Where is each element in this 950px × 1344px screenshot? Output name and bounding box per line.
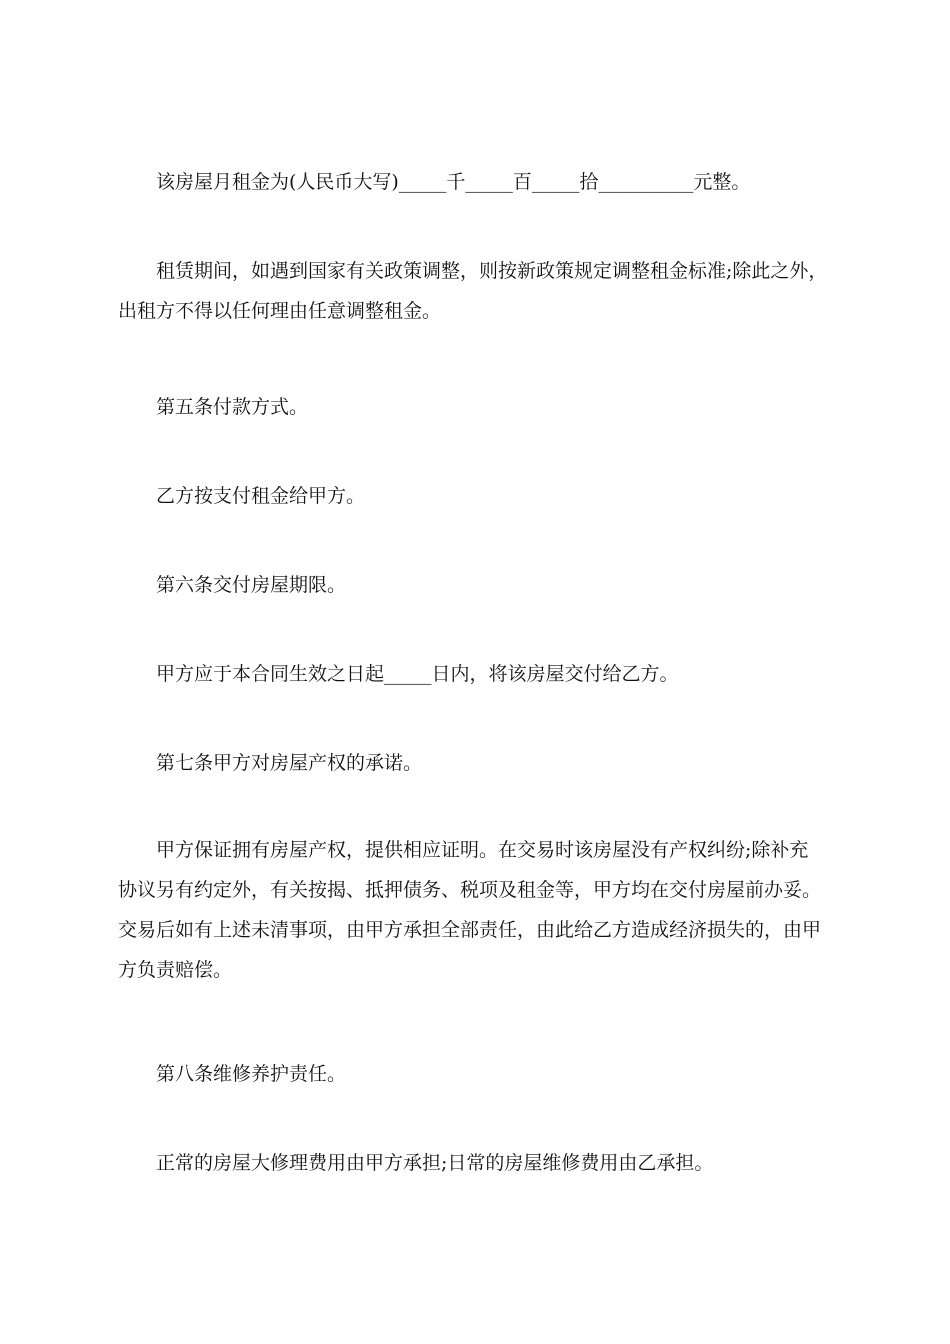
paragraph-line: 甲方应于本合同生效之日起_____日内，将该房屋交付给乙方。 [156,663,679,685]
paragraph-line: 该房屋月租金为(人民币大写)_____千_____百_____拾__________元整。 [156,171,751,193]
paragraph-monthly-rent [118,162,840,202]
paragraph-line: 交易后如有上述未清事项，由甲方承担全部责任，由此给乙方造成经济损失的，由甲 [118,919,822,941]
paragraph-line: 乙方按支付租金给甲方。 [156,485,366,507]
paragraph-line: 第五条付款方式。 [156,396,309,418]
paragraph-line: 第八条维修养护责任。 [156,1063,347,1085]
paragraph-line: 正常的房屋大修理费用由甲方承担;日常的房屋维修费用由乙承担。 [156,1152,714,1174]
paragraph-line: 方负责赔偿。 [118,959,233,981]
paragraph-delivery-term [118,654,840,694]
paragraph-line: 租赁期间，如遇到国家有关政策调整，则按新政策规定调整租金标准;除此之外， [156,260,828,282]
paragraph-maintenance [118,1143,840,1183]
heading-article-5 [118,387,840,427]
heading-article-6 [118,565,840,605]
heading-article-7 [118,743,840,783]
heading-article-8 [118,1054,840,1094]
paragraph-property-rights [118,830,840,990]
paragraph-line: 甲方保证拥有房屋产权，提供相应证明。在交易时该房屋没有产权纠纷;除补充 [156,839,809,861]
paragraph-line: 出租方不得以任何理由任意调整租金。 [118,300,442,322]
paragraph-line: 第七条甲方对房屋产权的承诺。 [156,752,423,774]
paragraph-line: 第六条交付房屋期限。 [156,574,347,596]
paragraph-rent-adjustment [118,251,840,331]
paragraph-line: 协议另有约定外，有关按揭、抵押债务、税项及租金等，甲方均在交付房屋前办妥。 [118,879,822,901]
paragraph-payment [118,476,840,516]
